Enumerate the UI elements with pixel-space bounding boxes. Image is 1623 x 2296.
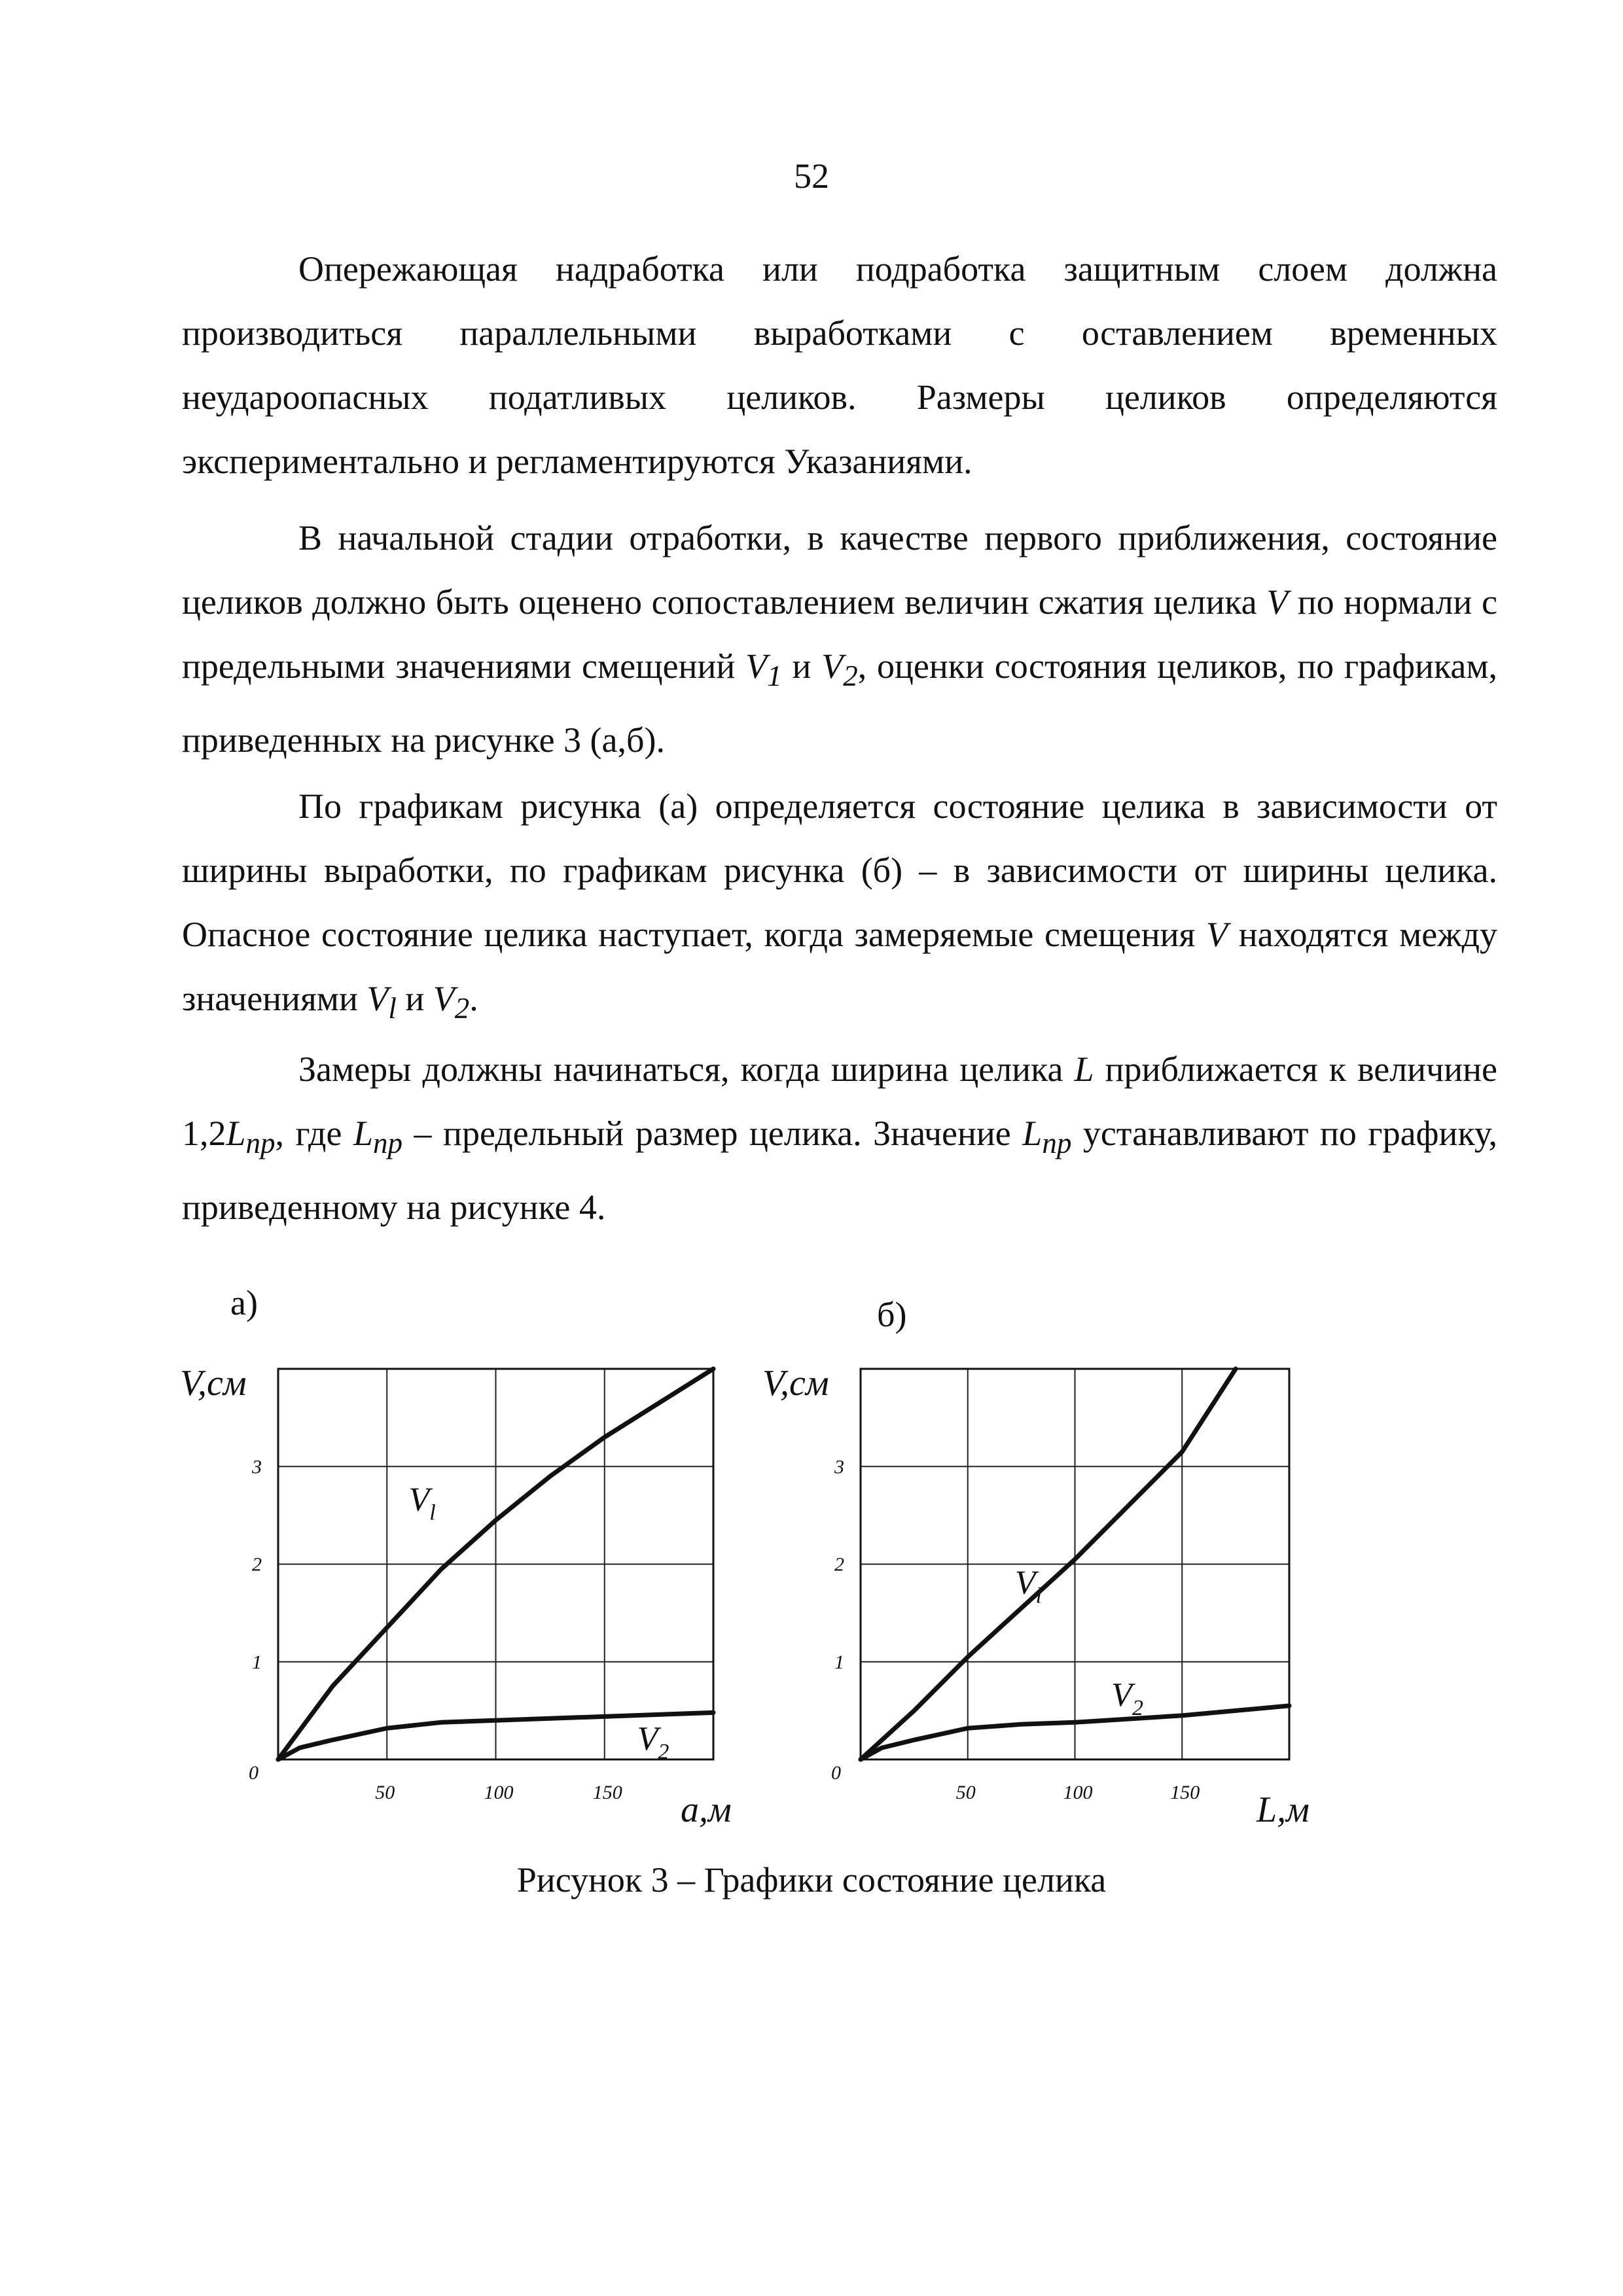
var-l-pr: L <box>226 1114 246 1153</box>
y-tick-label: 2 <box>834 1553 844 1576</box>
paragraph-4-text-5: устанавливают по графику, приведенному на рисунке 4. <box>182 1114 1498 1227</box>
paragraph-4-text-2: приближается к величине 1,2 <box>182 1050 1498 1153</box>
x-tick-label: 100 <box>484 1782 514 1803</box>
x-axis-title: L,м <box>1257 1790 1310 1830</box>
var-v1: V <box>745 646 768 686</box>
y-tick-label: 3 <box>252 1456 262 1478</box>
paragraph-3-text-4: . <box>469 979 478 1018</box>
var-v2-sub: 2 <box>454 991 470 1025</box>
var-v2: V <box>433 979 455 1018</box>
x-tick-label: 50 <box>375 1782 395 1803</box>
var-l-pr: L <box>353 1114 374 1153</box>
paragraph-4-text-1: Замеры должны начинаться, когда ширина целика <box>298 1050 1075 1089</box>
x-tick-label: 100 <box>1063 1782 1093 1803</box>
paragraph-3-text-1: По графикам рисунка (а) определяется состояние целика в зависимости от ширины выработки, по графикам рисунка (б) – в зависимости от ширины целика. Опасное состояние целика наступает, когда замеряемые смещения <box>182 786 1497 954</box>
chart-b <box>762 1348 1361 1830</box>
var-l-pr-sub: пр <box>245 1126 276 1159</box>
var-v1: V <box>366 979 389 1018</box>
chart-a <box>157 1348 746 1830</box>
series-label-v1: $V_l$ <box>1014 1564 1043 1608</box>
x-tick-label: 50 <box>955 1782 976 1803</box>
series-label-v2: $V_2$ <box>637 1720 669 1765</box>
var-v1-sub: 1 <box>767 659 782 692</box>
var-l: L <box>1074 1050 1094 1089</box>
series-label-v2: $V_2$ <box>1111 1676 1143 1720</box>
figure-label-a: а) <box>230 1283 258 1322</box>
y-tick-label: 1 <box>252 1651 262 1673</box>
origin-label: 0 <box>831 1762 841 1784</box>
paragraph-4 <box>182 1037 1497 1239</box>
var-l-pr: L <box>1022 1114 1043 1153</box>
y-axis-title: V,см <box>762 1363 829 1404</box>
figure-label-b: б) <box>877 1295 907 1334</box>
var-l-pr-sub: пр <box>373 1126 403 1159</box>
var-v2-sub: 2 <box>843 659 858 692</box>
paragraph-4-text-4: – предельный размер целика. Значение <box>402 1114 1023 1153</box>
x-tick-label: 150 <box>592 1782 622 1803</box>
paragraph-3-text-3: и <box>396 979 433 1018</box>
y-tick-label: 3 <box>834 1456 844 1478</box>
var-v1-sub: l <box>388 991 397 1025</box>
paragraph-2-text-4: , оценки состояния целиков, по графикам, приведенных на рисунке 3 (а,б). <box>182 646 1497 760</box>
paragraph-3 <box>182 774 1497 1040</box>
origin-label: 0 <box>249 1762 259 1784</box>
y-tick-label: 1 <box>834 1651 844 1673</box>
series-label-v1: $V_l$ <box>408 1481 436 1525</box>
paragraph-2 <box>182 506 1497 772</box>
paragraph-4-text-3: , где <box>275 1114 353 1153</box>
x-axis-title: a,м <box>681 1790 732 1830</box>
paragraph-2-text-2: по нормали с предельными значениями смещений <box>182 582 1497 686</box>
page-number: 52 <box>794 156 829 196</box>
x-tick-label: 150 <box>1170 1782 1200 1803</box>
paragraph-2-text-3: и <box>781 646 822 686</box>
y-tick-label: 2 <box>252 1553 262 1576</box>
var-l-pr-sub: пр <box>1042 1126 1072 1159</box>
paragraph-1: Опережающая надработка или подработка защитным слоем должна производиться параллельными выработками с оставлением временных неудароопасных податливых целиков. Размеры целиков определяются экспериментально и регламентируются Указаниями. <box>182 249 1497 481</box>
figure-caption: Рисунок 3 – Графики состояние целика <box>516 1860 1107 1899</box>
var-v: V <box>1206 915 1228 954</box>
paragraph-3-text-2: находятся между значениями <box>182 915 1497 1018</box>
var-v: V <box>1266 582 1289 622</box>
var-v2: V <box>821 646 844 686</box>
y-axis-title: V,см <box>180 1363 247 1404</box>
paragraph-2-text-1: В начальной стадии отработки, в качестве первого приближения, состояние целиков должно быть оценено сопоставлением величин сжатия целика <box>182 518 1497 622</box>
